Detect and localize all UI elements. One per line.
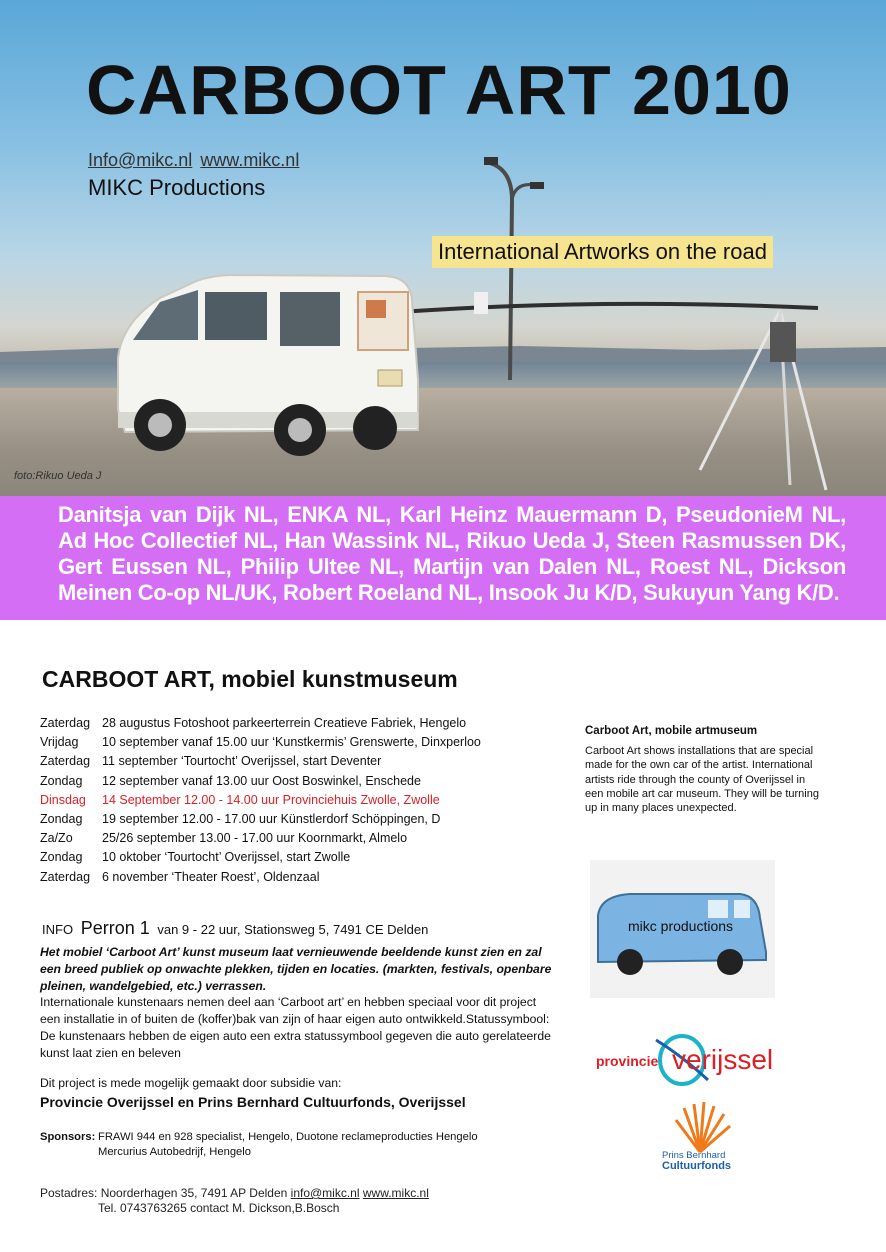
schedule-row xyxy=(40,733,481,752)
schedule-day: Vrijdag xyxy=(40,735,79,750)
schedule-text: 25/26 september 13.00 - 17.00 uur Koornmarkt, Almelo xyxy=(102,831,408,846)
subsidy-funders: Provincie Overijssel en Prins Bernhard Cultuurfonds, Overijssel xyxy=(40,1094,466,1110)
prins-bernhard-logo-text xyxy=(662,1150,731,1172)
schedule-day: Zaterdag xyxy=(40,869,91,884)
schedule-day: Zaterdag xyxy=(40,716,91,730)
schedule-row xyxy=(40,810,481,829)
postal-address: Noorderhagen 35, 7491 AP Delden xyxy=(100,1186,288,1200)
schedule-row-highlight xyxy=(40,791,481,810)
schedule-row xyxy=(40,868,481,887)
schedule-row xyxy=(40,848,481,867)
schedule-text: 10 september vanaf 15.00 uur ‘Kunstkermis’ Grenswerte, Dinxperloo xyxy=(102,735,481,750)
schedule-text: 28 augustus Fotoshoot parkeerterrein Creatieve Fabriek, Hengelo xyxy=(102,716,467,730)
white-van-icon xyxy=(118,275,418,456)
tripod-pole-icon xyxy=(400,292,826,490)
sponsors-line1: FRAWI 944 en 928 specialist, Hengelo, Duotone reclameproducties Hengelo xyxy=(98,1131,478,1143)
header-email-link[interactable]: Info@mikc.nl xyxy=(88,150,193,170)
schedule-text: 14 September 12.00 - 14.00 uur Provinciehuis Zwolle, Zwolle xyxy=(102,792,440,807)
sponsors-line2: Mercurius Autobedrijf, Hengelo xyxy=(98,1146,251,1158)
artists-band xyxy=(0,496,886,620)
postal-label: Postadres: xyxy=(40,1186,98,1200)
photo-credit: foto:Rikuo Ueda J xyxy=(14,470,102,482)
header-contact-links xyxy=(88,150,307,171)
schedule-text: 6 november ‘Theater Roest’, Oldenzaal xyxy=(102,869,320,884)
postal-phone: Tel. 0743763265 contact M. Dickson,B.Bosch xyxy=(98,1201,340,1215)
provincie-text: provincie xyxy=(596,1053,659,1069)
schedule-text: 19 september 12.00 - 17.00 uur Künstlerdorf Schöppingen, D xyxy=(102,812,441,827)
tagline: International Artworks on the road xyxy=(432,236,773,268)
info-venue: Perron 1 xyxy=(80,918,150,938)
schedule-list xyxy=(40,714,481,887)
prins-line1: Prins Bernhard xyxy=(662,1150,726,1161)
schedule-day: Zondag xyxy=(40,850,83,865)
van-label: mikc productions xyxy=(628,918,734,934)
prins-line2: Cultuurfonds xyxy=(662,1160,732,1172)
schedule-day: Zaterdag xyxy=(40,754,91,769)
info-line xyxy=(42,918,428,939)
schedule-row xyxy=(40,752,481,771)
hero-photo xyxy=(0,0,886,496)
description: Internationale kunstenaars nemen deel aan ‘Carboot art’ en hebben speciaal voor dit project een installatie in of buiten de (koffer)bak van zijn of haar eigen auto ontwikkeld.Statussymbool: De kunstenaars hebben de eigen auto een extra statussymbool gegeven die auto gerelateerde kunst laat zien en beleven xyxy=(40,995,551,1060)
sponsors xyxy=(40,1130,478,1160)
postal-address-block xyxy=(40,1186,429,1216)
info-details: van 9 - 22 uur, Stationsweg 5, 7491 CE Delden xyxy=(157,922,429,937)
schedule-day: Zondag xyxy=(40,812,83,827)
sidebar-text: Carboot Art shows installations that are special made for the own car of the artist. International artists ride through the county of Overijssel in een mobile art car museum. They will be turning up in many places unexpected. xyxy=(585,745,819,815)
schedule-day: Dinsdag xyxy=(40,792,86,807)
schedule-day: Zondag xyxy=(40,773,83,788)
sidebar-title: Carboot Art, mobile artmuseum xyxy=(585,725,758,737)
bold-description: Het mobiel ‘Carboot Art’ kunst museum laat vernieuwende beeldende kunst zien en zal een breed publiek op onwachte plekken, tijden en locaties. (markten, festivals, openbare pleinen, wandelgebied, etc.) verrassen. xyxy=(40,945,552,993)
overijssel-text: verijssel xyxy=(672,1044,774,1075)
schedule-text: 10 oktober ‘Tourtocht’ Overijssel, start Zwolle xyxy=(102,850,351,865)
schedule-day: Za/Zo xyxy=(40,831,73,846)
schedule-row xyxy=(40,829,481,848)
producer-name: MIKC Productions xyxy=(88,175,266,200)
sponsors-label: Sponsors: xyxy=(40,1131,96,1143)
artists-list: Danitsja van Dijk NL, ENKA NL, Karl Heinz Mauermann D, PseudonieM NL, Ad Hoc Collectief NL, Han Wassink NL, Rikuo Ueda J, Steen Rasmussen DK, Gert Eussen NL, Philip Ultee NL, Martijn van Dalen NL, Roest NL, Dickson Meinen Co-op NL/UK, Robert Roeland NL, Insook Ju K/D, Sukuyun Yang K/D. xyxy=(58,502,846,605)
postal-website-link[interactable]: www.mikc.nl xyxy=(362,1186,429,1200)
subsidy-intro: Dit project is mede mogelijk gemaakt door subsidie van: xyxy=(40,1076,342,1090)
section-heading: CARBOOT ART, mobiel kunstmuseum xyxy=(42,666,458,692)
poster-title: CARBOOT ART 2010 xyxy=(86,51,792,129)
schedule-text: 12 september vanaf 13.00 uur Oost Boswinkel, Enschede xyxy=(102,773,421,788)
schedule-row xyxy=(40,772,481,791)
schedule-text: 11 september ‘Tourtocht’ Overijssel, start Deventer xyxy=(102,754,382,769)
schedule-row xyxy=(40,714,481,733)
info-label: INFO xyxy=(42,922,74,937)
postal-email-link[interactable]: info@mikc.nl xyxy=(290,1186,360,1200)
header-website-link[interactable]: www.mikc.nl xyxy=(200,150,300,170)
